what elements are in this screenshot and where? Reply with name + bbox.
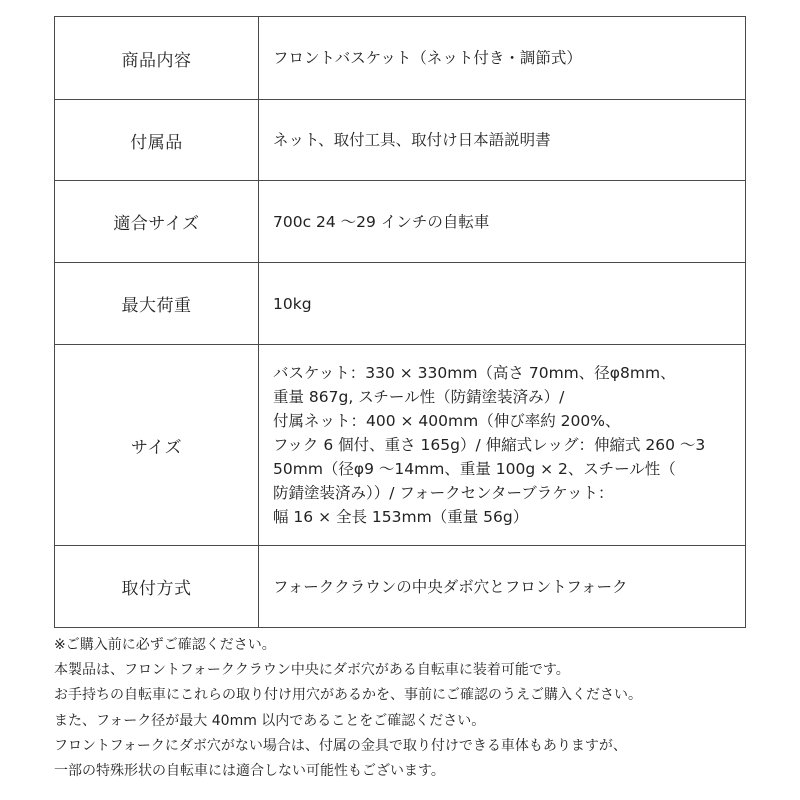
spec-value-line: 10kg [273,294,312,313]
spec-value-line: 付属ネット：400 × 400mm（伸び率約 200%、 [273,412,621,430]
note-line: 一部の特殊形状の自転車には適合しない可能性もございます。 [54,763,445,780]
notes [54,633,764,784]
spec-label: 取付方式 [55,546,259,628]
spec-label: 適合サイズ [55,181,259,263]
spec-value [259,181,746,263]
spec-label: 最大荷重 [55,263,259,345]
spec-label: 商品内容 [55,17,259,100]
spec-value [259,263,746,345]
spec-table [54,16,746,628]
spec-value-line: 50mm（径φ9 ～14mm、重量 100g × 2、スチール性（ [273,460,676,478]
spec-row-contents [55,17,746,100]
spec-value-line: フック 6 個付、重さ 165g）/ 伸縮式レッグ：伸縮式 260 ～3 [273,436,706,454]
spec-row-accessories [55,100,746,181]
spec-value [259,17,746,100]
spec-value [259,100,746,181]
spec-value-line: 幅 16 × 全長 153mm（重量 56g） [273,508,529,526]
spec-row-compatible-size [55,181,746,263]
spec-value [259,345,746,546]
spec-row-dimensions [55,345,746,546]
spec-value-line: 重量 867g, スチール性（防錆塗装済み）/ [273,388,565,406]
note-line: ※ご購入前に必ずご確認ください。 [54,637,276,653]
note-line: また、フォーク径が最大 40mm 以内であることをご確認ください。 [54,712,486,729]
spec-value-line: 700c 24 ～29 インチの自転車 [273,212,490,231]
spec-value-line: 防錆塗装済み））/ フォークセンターブラケット： [273,484,614,502]
spec-label: サイズ [55,345,259,546]
spec-value-line: ネット、取付工具、取付け日本語説明書 [273,131,551,149]
spec-value-line: フォーククラウンの中央ダボ穴とフロントフォーク [273,577,628,596]
spec-label: 付属品 [55,100,259,181]
spec-value-line: フロントバスケット（ネット付き・調節式） [273,49,582,67]
note-line: 本製品は、フロントフォーククラウン中央にダボ穴がある自転車に装着可能です。 [54,662,570,679]
note-line: お手持ちの自転車にこれらの取り付け用穴があるかを、事前にご確認のうえご購入ください。 [54,687,642,704]
spec-value [259,546,746,628]
spec-row-mounting [55,546,746,628]
note-line: フロントフォークにダボ穴がない場合は、付属の金具で取り付けできる車体もありますが、 [54,737,627,754]
spec-row-max-load [55,263,746,345]
spec-value-line: バスケット：330 × 330mm（高さ 70mm、径φ8mm、 [273,364,676,382]
